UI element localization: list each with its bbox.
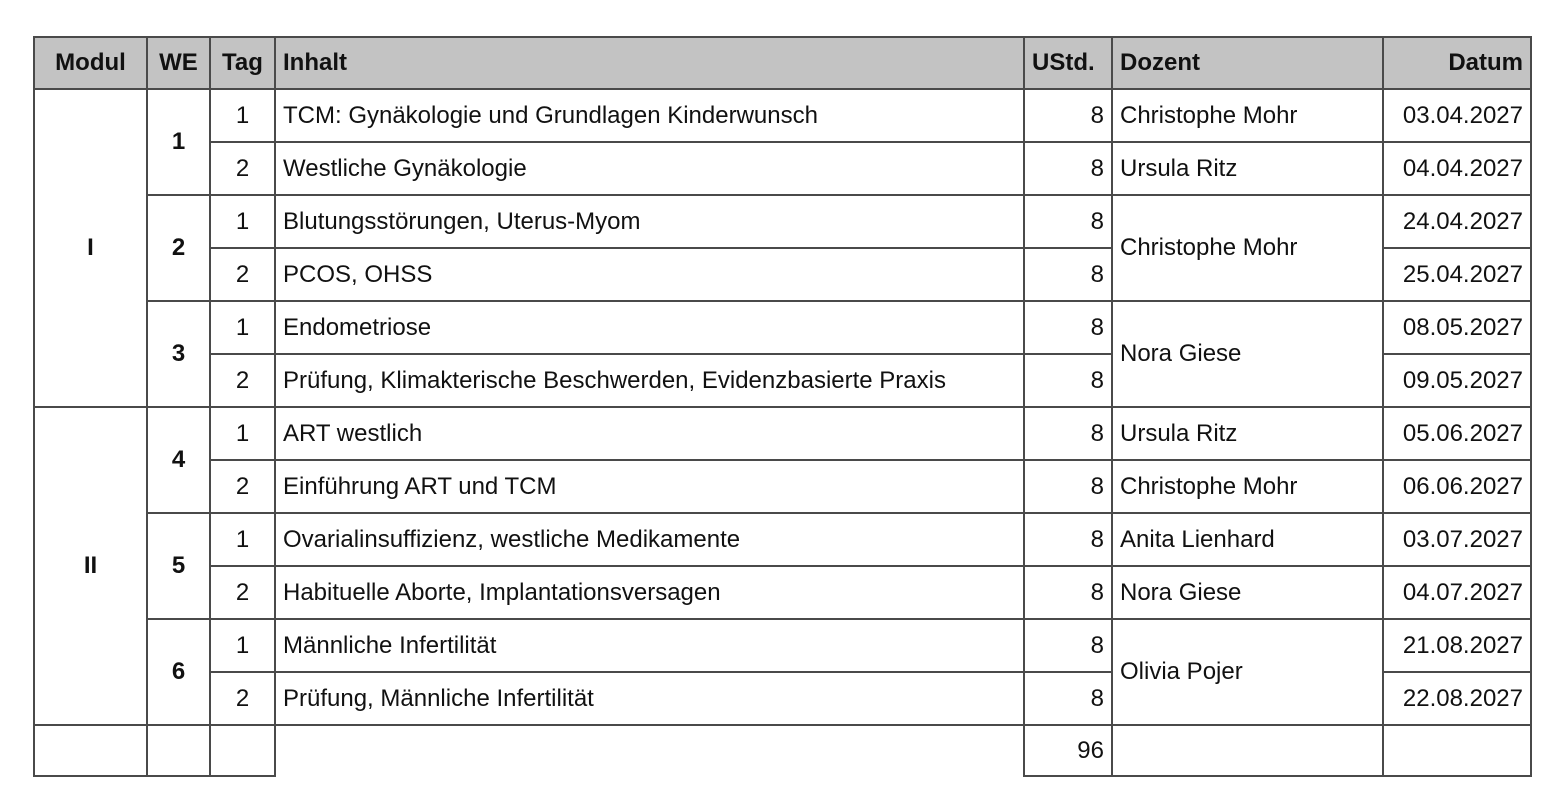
dozent-cell: Ursula Ritz (1112, 407, 1383, 460)
tag-cell: 2 (210, 248, 275, 301)
table-row (34, 301, 1531, 354)
empty-cell (1112, 725, 1383, 776)
ustd-cell: 8 (1024, 354, 1112, 407)
ustd-cell: 8 (1024, 301, 1112, 354)
datum-cell: 04.04.2027 (1383, 142, 1531, 195)
datum-cell: 04.07.2027 (1383, 566, 1531, 619)
total-ustd: 96 (1024, 725, 1112, 776)
ustd-cell: 8 (1024, 672, 1112, 725)
datum-cell: 03.07.2027 (1383, 513, 1531, 566)
dozent-cell: Ursula Ritz (1112, 142, 1383, 195)
we-cell: 1 (147, 89, 210, 195)
ustd-cell: 8 (1024, 513, 1112, 566)
datum-cell: 08.05.2027 (1383, 301, 1531, 354)
table-row (34, 142, 1531, 195)
ustd-cell: 8 (1024, 248, 1112, 301)
dozent-cell: Christophe Mohr (1112, 89, 1383, 142)
tag-cell: 2 (210, 460, 275, 513)
header-dozent: Dozent (1112, 37, 1383, 89)
tag-cell: 2 (210, 142, 275, 195)
header-tag: Tag (210, 37, 275, 89)
table-row (34, 89, 1531, 142)
inhalt-cell: TCM: Gynäkologie und Grundlagen Kinderwunsch (275, 89, 1024, 142)
inhalt-cell: Prüfung, Männliche Infertilität (275, 672, 1024, 725)
header-datum: Datum (1383, 37, 1531, 89)
datum-cell: 21.08.2027 (1383, 619, 1531, 672)
inhalt-cell: Westliche Gynäkologie (275, 142, 1024, 195)
tag-cell: 1 (210, 619, 275, 672)
ustd-cell: 8 (1024, 89, 1112, 142)
datum-cell: 22.08.2027 (1383, 672, 1531, 725)
datum-cell: 06.06.2027 (1383, 460, 1531, 513)
tag-cell: 2 (210, 566, 275, 619)
datum-cell: 05.06.2027 (1383, 407, 1531, 460)
ustd-cell: 8 (1024, 407, 1112, 460)
empty-cell (275, 725, 1024, 776)
tag-cell: 1 (210, 513, 275, 566)
inhalt-cell: Ovarialinsuffizienz, westliche Medikamente (275, 513, 1024, 566)
we-cell: 4 (147, 407, 210, 513)
modul-cell: I (34, 89, 147, 407)
tag-cell: 2 (210, 354, 275, 407)
inhalt-cell: Einführung ART und TCM (275, 460, 1024, 513)
ustd-cell: 8 (1024, 142, 1112, 195)
datum-cell: 09.05.2027 (1383, 354, 1531, 407)
dozent-cell: Christophe Mohr (1112, 460, 1383, 513)
we-cell: 5 (147, 513, 210, 619)
dozent-cell: Anita Lienhard (1112, 513, 1383, 566)
table-row (34, 513, 1531, 566)
table-row (34, 460, 1531, 513)
header-row (34, 37, 1531, 89)
dozent-cell: Christophe Mohr (1112, 195, 1383, 301)
inhalt-cell: Männliche Infertilität (275, 619, 1024, 672)
table-row (34, 566, 1531, 619)
ustd-cell: 8 (1024, 195, 1112, 248)
empty-cell (147, 725, 210, 776)
inhalt-cell: Habituelle Aborte, Implantationsversagen (275, 566, 1024, 619)
inhalt-cell: ART westlich (275, 407, 1024, 460)
tag-cell: 1 (210, 407, 275, 460)
datum-cell: 24.04.2027 (1383, 195, 1531, 248)
tag-cell: 1 (210, 301, 275, 354)
ustd-cell: 8 (1024, 619, 1112, 672)
table-row (34, 619, 1531, 672)
empty-cell (34, 725, 147, 776)
header-we: WE (147, 37, 210, 89)
tag-cell: 2 (210, 672, 275, 725)
header-ustd: UStd. (1024, 37, 1112, 89)
table-row (34, 195, 1531, 248)
header-inhalt: Inhalt (275, 37, 1024, 89)
dozent-cell: Nora Giese (1112, 301, 1383, 407)
schedule-table (33, 36, 1532, 777)
tag-cell: 1 (210, 195, 275, 248)
we-cell: 3 (147, 301, 210, 407)
empty-cell (210, 725, 275, 776)
modul-cell: II (34, 407, 147, 725)
table-row (34, 407, 1531, 460)
inhalt-cell: Prüfung, Klimakterische Beschwerden, Evidenzbasierte Praxis (275, 354, 1024, 407)
total-row (34, 725, 1531, 776)
datum-cell: 25.04.2027 (1383, 248, 1531, 301)
ustd-cell: 8 (1024, 566, 1112, 619)
empty-cell (1383, 725, 1531, 776)
inhalt-cell: Blutungsstörungen, Uterus-Myom (275, 195, 1024, 248)
tag-cell: 1 (210, 89, 275, 142)
dozent-cell: Olivia Pojer (1112, 619, 1383, 725)
header-modul: Modul (34, 37, 147, 89)
inhalt-cell: PCOS, OHSS (275, 248, 1024, 301)
we-cell: 6 (147, 619, 210, 725)
datum-cell: 03.04.2027 (1383, 89, 1531, 142)
we-cell: 2 (147, 195, 210, 301)
dozent-cell: Nora Giese (1112, 566, 1383, 619)
inhalt-cell: Endometriose (275, 301, 1024, 354)
ustd-cell: 8 (1024, 460, 1112, 513)
